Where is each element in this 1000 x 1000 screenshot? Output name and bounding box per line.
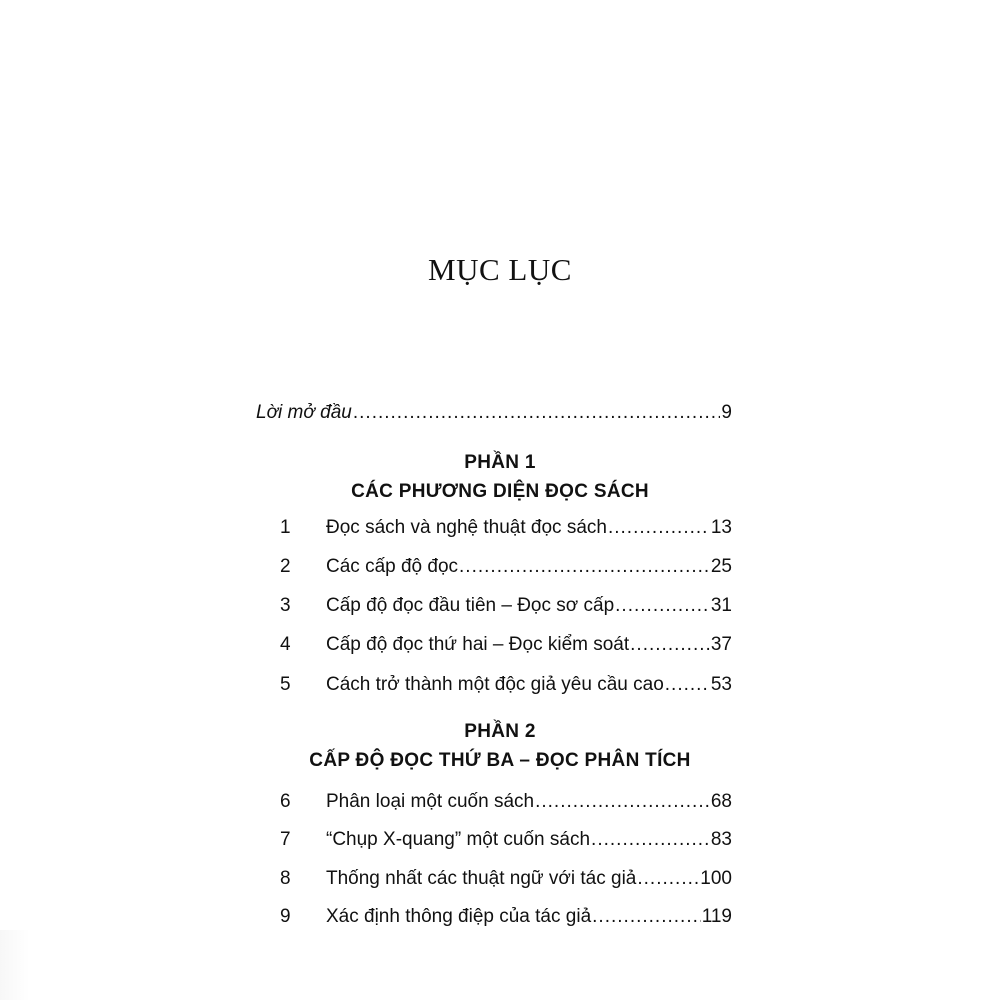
toc-entry-label: Phân loại một cuốn sách (326, 791, 535, 812)
toc-entry-page: 31 (710, 595, 732, 616)
dot-leader (637, 864, 699, 894)
toc-entry[interactable] (256, 630, 732, 660)
toc-entry[interactable] (256, 825, 732, 855)
part-subtitle: CẤP ĐỘ ĐỌC THỨ BA – ĐỌC PHÂN TÍCH (309, 750, 691, 771)
part-subtitle: CÁC PHƯƠNG DIỆN ĐỌC SÁCH (351, 481, 649, 502)
chapter-number: 9 (280, 906, 291, 927)
toc-entry[interactable] (256, 552, 732, 582)
toc-entry-page: 68 (710, 791, 732, 812)
dot-leader (592, 902, 701, 932)
toc-entry-page: 119 (701, 906, 732, 927)
chapter-number: 7 (280, 829, 291, 850)
toc-entry-label: Cấp độ đọc thứ hai – Đọc kiểm soát (326, 634, 630, 655)
dot-leader (459, 552, 710, 582)
part-heading: PHẦN 2 (464, 721, 536, 742)
chapter-number: 2 (280, 556, 291, 577)
toc-entry-label: Thống nhất các thuật ngữ với tác giả (326, 868, 637, 889)
toc-entry-label: Cấp độ đọc đầu tiên – Đọc sơ cấp (326, 595, 615, 616)
toc-entry-page: 100 (700, 868, 732, 889)
toc-entry-label: Đọc sách và nghệ thuật đọc sách (326, 517, 607, 538)
toc-entry-page: 37 (710, 634, 732, 655)
chapter-number: 8 (280, 868, 291, 889)
toc-entry-page: 9 (721, 402, 732, 423)
dot-leader (665, 670, 710, 700)
dot-leader (608, 513, 710, 543)
dot-leader (535, 787, 710, 817)
chapter-number: 4 (280, 634, 291, 655)
toc-entry[interactable] (256, 670, 732, 700)
chapter-number: 6 (280, 791, 291, 812)
dot-leader (615, 591, 710, 621)
toc-entry-label: Các cấp độ đọc (326, 556, 459, 577)
dot-leader (353, 398, 721, 428)
toc-entry[interactable] (256, 902, 732, 932)
toc-entry-label: Xác định thông điệp của tác giả (326, 906, 592, 927)
dot-leader (591, 825, 710, 855)
chapter-number: 3 (280, 595, 291, 616)
toc-entry-page: 53 (710, 674, 732, 695)
chapter-number: 1 (280, 517, 291, 538)
toc-entry-page: 83 (710, 829, 732, 850)
toc-entry-page: 25 (710, 556, 732, 577)
part-heading: PHẦN 1 (464, 452, 536, 473)
toc-entry[interactable] (256, 591, 732, 621)
page-title: MỤC LỤC (428, 252, 572, 287)
toc-entry[interactable] (256, 787, 732, 817)
toc-entry-label: “Chụp X-quang” một cuốn sách (326, 829, 591, 850)
scan-edge-shadow (0, 930, 30, 1000)
toc-entry-label: Lời mở đầu (256, 402, 352, 423)
chapter-number: 5 (280, 674, 291, 695)
toc-entry-page: 13 (710, 517, 732, 538)
toc-entry-label: Cách trở thành một độc giả yêu cầu cao (326, 674, 664, 695)
toc-entry-intro[interactable] (256, 398, 732, 428)
dot-leader (630, 630, 710, 660)
toc-entry[interactable] (256, 864, 732, 894)
toc-entry[interactable] (256, 513, 732, 543)
